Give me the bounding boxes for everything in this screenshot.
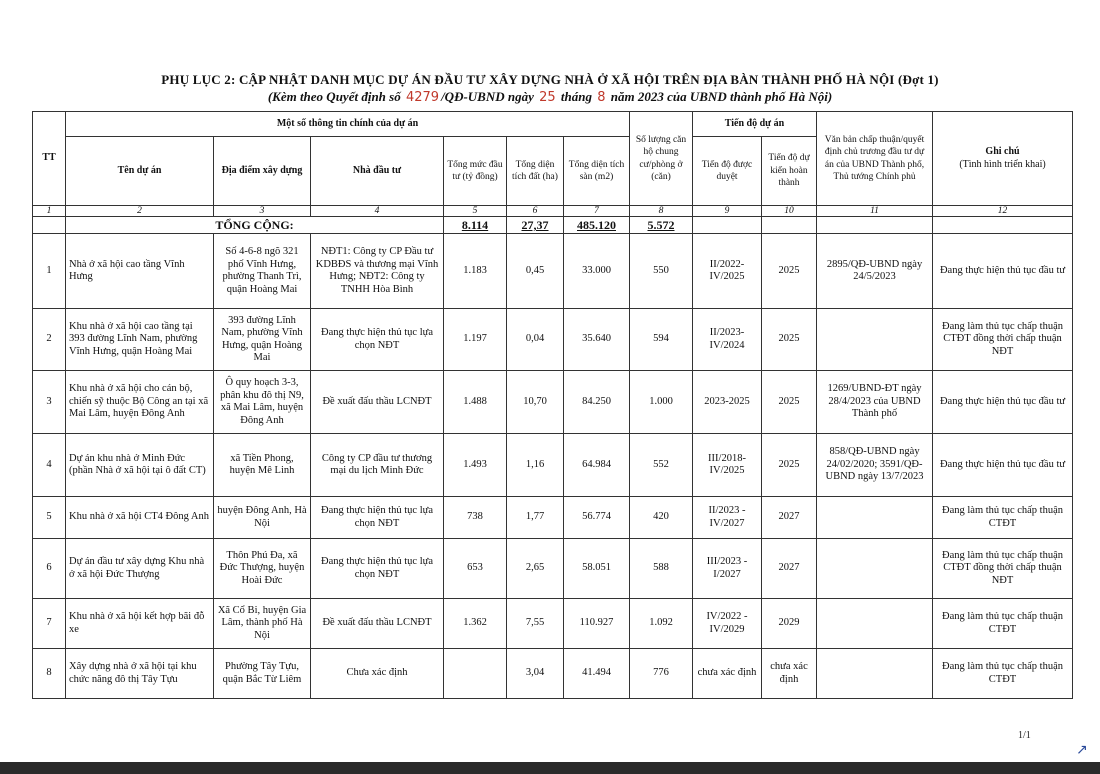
row-floor-area: 84.250 [564, 371, 630, 434]
row-approved-progress: II/2022-IV/2025 [693, 234, 762, 309]
header-tt: TT [33, 112, 66, 206]
total-row [33, 217, 1073, 234]
row-investment: 1.362 [444, 599, 507, 649]
total-label: TỔNG CỘNG: [66, 217, 444, 234]
row-expected-completion: 2025 [762, 309, 817, 371]
header-notes-title: Ghi chú [985, 146, 1020, 157]
header-units: Số lượng căn hộ chung cư/phòng ở (căn) [630, 112, 693, 206]
table-row [33, 371, 1073, 434]
row-tt: 3 [33, 371, 66, 434]
col-number: 12 [933, 206, 1073, 217]
total-empty [933, 217, 1073, 234]
row-notes: Đang làm thủ tục chấp thuận CTĐT đồng thời chấp thuận NĐT [933, 539, 1073, 599]
table-row [33, 599, 1073, 649]
row-location: xã Tiền Phong, huyện Mê Linh [214, 434, 311, 497]
row-approval-docs [817, 497, 933, 539]
total-investment [444, 217, 507, 234]
row-project-name: Nhà ở xã hội cao tầng Vĩnh Hưng [66, 234, 214, 309]
row-investment [444, 649, 507, 699]
table-row [33, 434, 1073, 497]
col-number: 11 [817, 206, 933, 217]
row-land-area: 2,65 [507, 539, 564, 599]
subtitle-part3: tháng [560, 89, 592, 104]
row-land-area: 1,16 [507, 434, 564, 497]
col-number: 4 [311, 206, 444, 217]
row-location: huyện Đông Anh, Hà Nội [214, 497, 311, 539]
row-investment: 738 [444, 497, 507, 539]
row-project-name: Khu nhà ở xã hội cao tầng tại 393 đường Lĩnh Nam, phường Vĩnh Hưng, quận Hoàng Mai [66, 309, 214, 371]
scan-bottom-edge [0, 762, 1100, 774]
row-units: 594 [630, 309, 693, 371]
row-investor: Đề xuất đấu thầu LCNĐT [311, 371, 444, 434]
row-land-area: 3,04 [507, 649, 564, 699]
row-floor-area: 110.927 [564, 599, 630, 649]
row-project-name: Khu nhà ở xã hội cho cán bộ, chiến sỹ thuộc Bộ Công an tại xã Mai Lâm, huyện Đông Anh [66, 371, 214, 434]
col-number: 9 [693, 206, 762, 217]
row-tt: 1 [33, 234, 66, 309]
header-notes-sub: (Tình hình triển khai) [959, 158, 1046, 170]
row-tt: 7 [33, 599, 66, 649]
row-tt: 4 [33, 434, 66, 497]
row-tt: 6 [33, 539, 66, 599]
row-floor-area: 58.051 [564, 539, 630, 599]
row-expected-completion: 2025 [762, 234, 817, 309]
row-notes: Đang làm thủ tục chấp thuận CTĐT [933, 599, 1073, 649]
row-units: 552 [630, 434, 693, 497]
header-floor-area: Tổng diện tích sàn (m2) [564, 137, 630, 206]
row-land-area: 10,70 [507, 371, 564, 434]
header-expected-completion: Tiến độ dự kiến hoàn thành [762, 137, 817, 206]
row-investment: 1.197 [444, 309, 507, 371]
row-land-area: 0,45 [507, 234, 564, 309]
row-notes: Đang thực hiện thủ tục đầu tư [933, 234, 1073, 309]
row-location: Phường Tây Tựu, quận Bắc Từ Liêm [214, 649, 311, 699]
col-number: 2 [66, 206, 214, 217]
col-number: 6 [507, 206, 564, 217]
header-group-info: Một số thông tin chính của dự án [66, 112, 630, 137]
total-land-value: 27,37 [521, 218, 549, 232]
row-notes: Đang làm thủ tục chấp thuận CTĐT [933, 649, 1073, 699]
row-location: Xã Cổ Bi, huyện Gia Lâm, thành phố Hà Nội [214, 599, 311, 649]
row-units: 550 [630, 234, 693, 309]
row-investor: NĐT1: Công ty CP Đầu tư KDBĐS và thương mại Vĩnh Hưng; NĐT2: Công ty TNHH Hòa Bình [311, 234, 444, 309]
header-investor: Nhà đầu tư [311, 137, 444, 206]
decision-number: 4279 [405, 90, 440, 105]
header-approval-docs: Văn bản chấp thuận/quyết định chủ trương đầu tư dự án của UBND Thành phố, Thủ tướng Chính phủ [817, 112, 933, 206]
row-approved-progress: III/2018-IV/2025 [693, 434, 762, 497]
row-investor: Đề xuất đấu thầu LCNĐT [311, 599, 444, 649]
row-expected-completion: 2027 [762, 539, 817, 599]
row-expected-completion: chưa xác định [762, 649, 817, 699]
row-approval-docs: 858/QĐ-UBND ngày 24/02/2020; 3591/QĐ-UBND ngày 13/7/2023 [817, 434, 933, 497]
col-number: 5 [444, 206, 507, 217]
row-location: Thôn Phú Đa, xã Đức Thượng, huyện Hoài Đức [214, 539, 311, 599]
header-notes [933, 112, 1073, 206]
row-investor: Đang thực hiện thủ tục lựa chọn NĐT [311, 539, 444, 599]
subtitle-part4: năm 2023 của UBND thành phố Hà Nội) [610, 89, 833, 104]
col-number: 7 [564, 206, 630, 217]
total-land [507, 217, 564, 234]
row-investor: Đang thực hiện thủ tục lựa chọn NĐT [311, 309, 444, 371]
row-approved-progress: II/2023-IV/2024 [693, 309, 762, 371]
row-land-area: 0,04 [507, 309, 564, 371]
total-empty [817, 217, 933, 234]
row-floor-area: 64.984 [564, 434, 630, 497]
header-project-name: Tên dự án [66, 137, 214, 206]
row-approval-docs [817, 309, 933, 371]
col-number: 3 [214, 206, 311, 217]
row-units: 776 [630, 649, 693, 699]
project-table [32, 111, 1073, 699]
row-project-name: Khu nhà ở xã hội kết hợp bãi đỗ xe [66, 599, 214, 649]
row-approved-progress: III/2023 - I/2027 [693, 539, 762, 599]
row-notes: Đang thực hiện thủ tục đầu tư [933, 371, 1073, 434]
header-land-area: Tổng diện tích đất (ha) [507, 137, 564, 206]
row-investment: 1.488 [444, 371, 507, 434]
row-land-area: 1,77 [507, 497, 564, 539]
total-empty [762, 217, 817, 234]
row-approved-progress: chưa xác định [693, 649, 762, 699]
row-tt: 5 [33, 497, 66, 539]
header-location: Địa điểm xây dựng [214, 137, 311, 206]
total-floor [564, 217, 630, 234]
row-land-area: 7,55 [507, 599, 564, 649]
row-project-name: Khu nhà ở xã hội CT4 Đông Anh [66, 497, 214, 539]
decision-month: 8 [597, 90, 606, 105]
table-row [33, 539, 1073, 599]
row-units: 588 [630, 539, 693, 599]
row-notes: Đang thực hiện thủ tục đầu tư [933, 434, 1073, 497]
row-investment: 653 [444, 539, 507, 599]
row-location: Ô quy hoạch 3-3, phân khu đô thị N9, xã Mai Lâm, huyện Đông Anh [214, 371, 311, 434]
total-empty [33, 217, 66, 234]
row-location: 393 đường Lĩnh Nam, phường Vĩnh Hưng, quận Hoàng Mai [214, 309, 311, 371]
row-approved-progress: II/2023 - IV/2027 [693, 497, 762, 539]
table-row [33, 234, 1073, 309]
row-project-name: Dự án khu nhà ở Minh Đức (phần Nhà ở xã hội tại ô đất CT) [66, 434, 214, 497]
row-location: Số 4-6-8 ngõ 321 phố Vĩnh Hưng, phường Thanh Trì, quận Hoàng Mai [214, 234, 311, 309]
row-approval-docs [817, 599, 933, 649]
row-project-name: Dự án đầu tư xây dựng Khu nhà ở xã hội Đức Thượng [66, 539, 214, 599]
decision-day: 25 [539, 90, 556, 105]
total-units-value: 5.572 [647, 218, 675, 232]
table-row [33, 649, 1073, 699]
row-expected-completion: 2027 [762, 497, 817, 539]
col-number: 8 [630, 206, 693, 217]
row-units: 1.092 [630, 599, 693, 649]
row-approved-progress: IV/2022 - IV/2029 [693, 599, 762, 649]
table-row [33, 309, 1073, 371]
total-empty [693, 217, 762, 234]
column-number-row [33, 206, 1073, 217]
row-approved-progress: 2023-2025 [693, 371, 762, 434]
row-expected-completion: 2025 [762, 371, 817, 434]
row-units: 420 [630, 497, 693, 539]
header-approved-progress: Tiến độ được duyệt [693, 137, 762, 206]
document-subtitle [0, 89, 1100, 105]
signature-mark-icon: ↗ [1076, 742, 1088, 758]
row-project-name: Xây dựng nhà ở xã hội tại khu chức năng đô thị Tây Tựu [66, 649, 214, 699]
row-notes: Đang làm thủ tục chấp thuận CTĐT [933, 497, 1073, 539]
row-approval-docs [817, 539, 933, 599]
row-investor: Chưa xác định [311, 649, 444, 699]
row-tt: 8 [33, 649, 66, 699]
header-group-progress: Tiến độ dự án [693, 112, 817, 137]
page-number: 1/1 [1018, 730, 1031, 741]
row-floor-area: 33.000 [564, 234, 630, 309]
row-investor: Đang thực hiện thủ tục lựa chọn NĐT [311, 497, 444, 539]
document-title: PHỤ LỤC 2: CẬP NHẬT DANH MỤC DỰ ÁN ĐẦU TƯ XÂY DỰNG NHÀ Ở XÃ HỘI TRÊN ĐỊA BÀN THÀNH PHỐ HÀ NỘI (Đợt 1) [161, 72, 939, 87]
row-expected-completion: 2029 [762, 599, 817, 649]
table-row [33, 497, 1073, 539]
row-approval-docs: 1269/UBND-ĐT ngày 28/4/2023 của UBND Thành phố [817, 371, 933, 434]
row-tt: 2 [33, 309, 66, 371]
total-units [630, 217, 693, 234]
col-number: 1 [33, 206, 66, 217]
row-investment: 1.183 [444, 234, 507, 309]
subtitle-part2: /QĐ-UBND ngày [441, 89, 534, 104]
row-approval-docs: 2895/QĐ-UBND ngày 24/5/2023 [817, 234, 933, 309]
row-floor-area: 35.640 [564, 309, 630, 371]
row-investment: 1.493 [444, 434, 507, 497]
total-floor-value: 485.120 [577, 218, 616, 232]
subtitle-part1: (Kèm theo Quyết định số [267, 89, 401, 104]
row-units: 1.000 [630, 371, 693, 434]
header-total-investment: Tổng mức đầu tư (tỷ đồng) [444, 137, 507, 206]
row-approval-docs [817, 649, 933, 699]
row-floor-area: 56.774 [564, 497, 630, 539]
col-number: 10 [762, 206, 817, 217]
row-floor-area: 41.494 [564, 649, 630, 699]
row-notes: Đang làm thủ tục chấp thuận CTĐT đồng thời chấp thuận NĐT [933, 309, 1073, 371]
total-investment-value: 8.114 [461, 218, 489, 232]
row-expected-completion: 2025 [762, 434, 817, 497]
row-investor: Công ty CP đầu tư thương mại du lịch Minh Đức [311, 434, 444, 497]
